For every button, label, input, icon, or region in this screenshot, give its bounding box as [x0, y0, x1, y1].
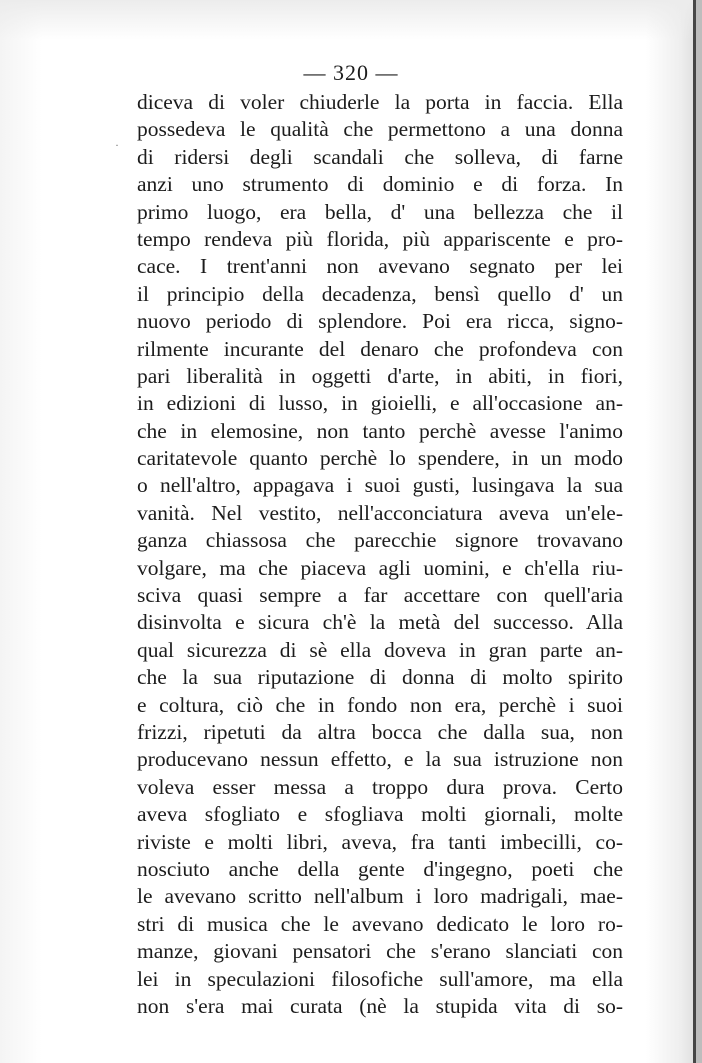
- text-line: aveva sfogliato e sfogliava molti giornali, molte: [137, 802, 623, 827]
- text-line: frizzi, ripetuti da altra bocca che dalla sua, non: [137, 719, 623, 744]
- text-line: stri di musica che le avevano dedicato le loro ro-: [137, 911, 623, 936]
- text-line: riviste e molti libri, aveva, fra tanti imbecilli, co-: [137, 829, 623, 854]
- text-line: volgare, ma che piaceva agli uomini, e ch'ella riu-: [137, 555, 623, 580]
- text-line: e coltura, ciò che in fondo non era, perchè i suoi: [137, 692, 623, 717]
- text-line: di ridersi degli scandali che solleva, di farne: [137, 144, 623, 169]
- page-number: — 320 —: [303, 60, 399, 85]
- text-line: non s'era mai curata (nè la stupida vita di so-: [137, 993, 623, 1018]
- text-line: voleva esser messa a troppo dura prova. Certo: [137, 774, 623, 799]
- text-line: qual sicurezza di sè ella doveva in gran parte an-: [137, 637, 623, 662]
- text-line: primo luogo, era bella, d' una bellezza che il: [137, 199, 623, 224]
- text-line: anzi uno strumento di dominio e di forza. In: [137, 172, 623, 197]
- text-line: cace. I trent'anni non avevano segnato per lei: [137, 254, 623, 279]
- text-line: le avevano scritto nell'album i loro madrigali, mae-: [137, 884, 623, 909]
- text-line: nuovo periodo di splendore. Poi era ricca, signo-: [137, 309, 623, 334]
- text-line: producevano nessun effetto, e la sua istruzione non: [137, 747, 623, 772]
- text-line: sciva quasi sempre a far accettare con quell'aria: [137, 583, 623, 608]
- text-line: caritatevole quanto perchè lo spendere, in un modo: [137, 446, 623, 471]
- body-text: [137, 89, 623, 1020]
- text-line: possedeva le qualità che permettono a una donna: [137, 117, 623, 142]
- text-line: o nell'altro, appagava i suoi gusti, lusingava la sua: [137, 473, 623, 498]
- text-line: in edizioni di lusso, in gioielli, e all'occasione an-: [137, 391, 623, 416]
- text-line: il principio della decadenza, bensì quello d' un: [137, 281, 623, 306]
- text-line: rilmente incurante del denaro che profondeva con: [137, 336, 623, 361]
- page-top-shade: [0, 0, 702, 40]
- text-line: pari liberalità in oggetti d'arte, in abiti, in fiori,: [137, 363, 623, 388]
- text-line: ganza chiassosa che parecchie signore trovavano: [137, 528, 623, 553]
- text-line: che in elemosine, non tanto perchè avesse l'animo: [137, 418, 623, 443]
- margin-speck: ·: [115, 138, 119, 152]
- text-line: manze, giovani pensatori che s'erano slanciati con: [137, 939, 623, 964]
- text-line: nosciuto anche della gente d'ingegno, poeti che: [137, 856, 623, 881]
- text-line: lei in speculazioni filosofiche sull'amore, ma ella: [137, 966, 623, 991]
- text-line: diceva di voler chiuderle la porta in faccia. Ella: [137, 90, 623, 114]
- text-line: vanità. Nel vestito, nell'acconciatura aveva un'ele-: [137, 500, 623, 525]
- text-line: che la sua riputazione di donna di molto spirito: [137, 665, 623, 690]
- binding-edge: [693, 0, 696, 1063]
- text-line: disinvolta e sicura ch'è la metà del successo. Alla: [137, 610, 623, 635]
- text-line: tempo rendeva più florida, più appariscente e pro-: [137, 226, 623, 251]
- binding-shadow: [696, 0, 702, 1063]
